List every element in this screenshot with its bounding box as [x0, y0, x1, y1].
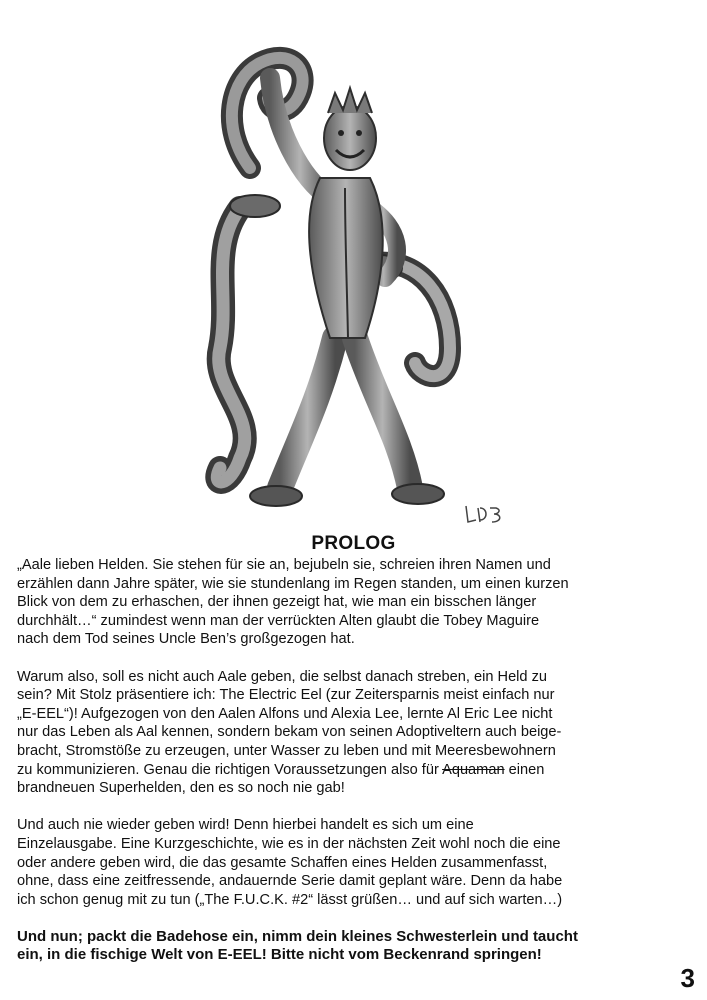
paragraph-3-line: ich schon genug mit zu tun („The F.U.C.K. #2“ lässt grüßen… und auf sich warten…) — [17, 891, 563, 908]
closing-line: Und nun; packt die Badehose ein, nimm dein kleines Schwesterlein und taucht — [17, 927, 578, 945]
prolog-body — [17, 556, 689, 965]
paragraph-1-line: Blick von dem zu erhaschen, der ihnen gezeigt hat, wie man ein bisschen länger — [17, 594, 537, 611]
paragraph-2-line: brandneuen Superhelden, den es so noch nie gab! — [17, 780, 345, 797]
paragraph-2-line: sein? Mit Stolz präsentiere ich: The Electric Eel (zur Zeitersparnis meist einfach nur — [17, 687, 555, 704]
paragraph-2-text: zu kommunizieren. Genau die richtigen Voraussetzungen also für — [17, 761, 439, 778]
paragraph-2-line: nur das Leben als Aal kennen, sondern bekam von seinen Adoptiveltern auch beige- — [17, 724, 562, 741]
closing-line: ein, in die fischige Welt von E-EEL! Bitte nicht vom Beckenrand springen! — [17, 946, 542, 964]
page-number: 3 — [680, 963, 695, 993]
paragraph-2-line: „E-EEL“)! Aufgezogen von den Aalen Alfons und Alexia Lee, lernte Al Eric Lee nicht — [17, 705, 553, 722]
paragraph-3-line: Einzelausgabe. Eine Kurzgeschichte, wie es in der nächsten Zeit wohl noch die eine — [17, 835, 561, 852]
paragraph-1-line: durchhält…“ zumindest wenn man der verrückten Alten glaubt die Tobey Maguire — [17, 612, 540, 629]
paragraph-1-line: erzählen dann Jahre später, wie sie stundenlang im Regen standen, um einen kurzen — [17, 575, 569, 592]
paragraph-3-line: oder andere geben wird, die das gesamte Schaffen eines Helden zusammenfasst, — [17, 854, 548, 871]
struck-word-aquaman: Aquaman — [442, 761, 505, 778]
paragraph-2-line-with-strike — [17, 761, 689, 780]
paragraph-1-line: nach dem Tod seines Uncle Ben’s großgezogen hat. — [17, 631, 355, 648]
paragraph-2-line: bracht, Stromstöße zu erzeugen, unter Wasser zu leben und mit Meeresbewohnern — [17, 742, 556, 759]
paragraph-2-line: Warum also, soll es nicht auch Aale geben, die selbst danach streben, ein Held zu — [17, 668, 548, 685]
artist-signature-mark — [462, 500, 508, 530]
paragraph-3-line: Und auch nie wieder geben wird! Denn hierbei handelt es sich um eine — [17, 817, 474, 834]
paragraph-3-line: ohne, dass eine zeitfressende, andauernde Serie damit geplant wäre. Denn da habe — [17, 873, 563, 890]
eel-hero-illustration — [150, 18, 550, 528]
paragraph-1-line: „Aale lieben Helden. Sie stehen für sie an, bejubeln sie, schreien ihren Namen und — [17, 557, 551, 573]
paragraph-2-text-after: einen — [504, 761, 545, 778]
prolog-title: PROLOG — [311, 533, 396, 554]
